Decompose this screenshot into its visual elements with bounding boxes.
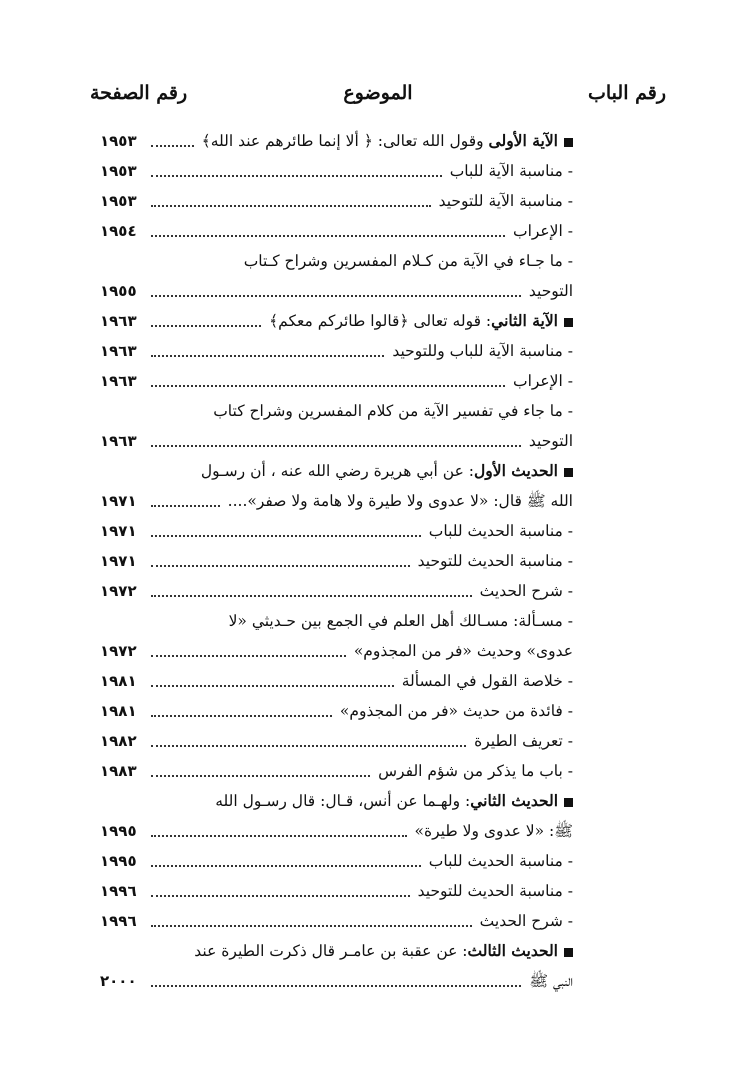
topic-heading: الموضوع [343, 82, 413, 104]
entry-text [513, 366, 573, 396]
toc-entry [100, 846, 573, 876]
page-number: ١٩٩٥ [100, 852, 137, 870]
page-number: ١٩٥٥ [100, 282, 137, 300]
entry-label: - شرح الحديث [479, 912, 573, 930]
entry-text [429, 846, 573, 876]
entry-text [228, 486, 573, 516]
entry-label: - مناسبة الحديث للتوحيد [417, 882, 573, 900]
toc-entry [100, 546, 573, 576]
entry-text [513, 216, 573, 246]
page-number: ١٩٩٦ [100, 912, 137, 930]
page-number-heading: رقم الصفحة [90, 82, 188, 104]
toc-entry [100, 726, 573, 756]
page-number: ١٩٥٣ [100, 132, 137, 150]
entry-label: الله ﷺ قال: «لا عدوى ولا طيرة ولا هامة ولا صفر».... [227, 492, 573, 510]
entry-text [392, 336, 573, 366]
toc-entry [100, 486, 573, 516]
page-number: ١٩٥٣ [100, 192, 137, 210]
entry-text [354, 636, 573, 666]
toc-entry [100, 186, 573, 216]
leader-dots [151, 445, 521, 447]
entry-text [439, 186, 573, 216]
toc-entry [100, 966, 573, 996]
entry-text [201, 456, 573, 486]
toc-entry [100, 246, 573, 276]
entry-text [529, 426, 573, 456]
toc-entry [100, 396, 573, 426]
leader-dots [151, 775, 370, 777]
entry-label: - ما جـاء في الآية من كـلام المفسرين وشراح كـتاب [243, 252, 573, 270]
page-number: ١٩٦٣ [100, 372, 137, 390]
entry-label: - الإعراب [512, 372, 573, 390]
toc-entry [100, 786, 573, 816]
leader-dots [151, 505, 220, 507]
entry-text [415, 816, 573, 846]
toc-entry [100, 876, 573, 906]
entry-label: التوحيد [528, 282, 573, 300]
entry-text [418, 546, 573, 576]
page-number: ١٩٧١ [100, 492, 137, 510]
entry-label: - باب ما يذكر من شؤم الفرس [378, 762, 573, 780]
toc-entry [100, 276, 573, 306]
entry-text [529, 276, 573, 306]
page-number: ١٩٦٣ [100, 312, 137, 330]
leader-dots [151, 355, 384, 357]
page-number: ١٩٩٥ [100, 822, 137, 840]
entry-text [229, 606, 573, 636]
entry-label: عدوى» وحديث «فر من المجذوم» [353, 642, 573, 660]
entry-label: - الإعراب [512, 222, 573, 240]
page-number: ٢٠٠٠ [100, 972, 137, 990]
leader-dots [151, 535, 421, 537]
leader-dots [151, 235, 505, 237]
column-header [0, 82, 756, 112]
entry-label: : قوله تعالى ﴿قالوا طائركم معكم﴾ [269, 312, 492, 330]
toc-entry [100, 636, 573, 666]
toc-entry [100, 456, 573, 486]
toc-entry [100, 306, 573, 336]
toc-entry [100, 666, 573, 696]
entry-text [418, 876, 573, 906]
leader-dots [151, 325, 261, 327]
entry-heading: الحديث الأول [474, 461, 558, 480]
leader-dots [151, 385, 505, 387]
leader-dots [151, 295, 521, 297]
page-number: ١٩٩٦ [100, 882, 137, 900]
page-number: ١٩٧٢ [100, 582, 137, 600]
entry-label: - مناسبة الآية للباب وللتوحيد [392, 342, 573, 360]
entry-label: النبي ﷺ [529, 972, 573, 990]
toc-entry [100, 606, 573, 636]
toc-entry [100, 426, 573, 456]
entry-text [244, 246, 573, 276]
chapter-number-heading: رقم الباب [588, 82, 666, 104]
page-number: ١٩٨٣ [100, 762, 137, 780]
page-number: ١٩٧١ [100, 552, 137, 570]
square-bullet-icon [564, 798, 573, 807]
entry-text [480, 576, 573, 606]
page-number: ١٩٥٤ [100, 222, 137, 240]
toc-entry [100, 516, 573, 546]
entry-text [378, 756, 573, 786]
square-bullet-icon [564, 468, 573, 477]
page-number: ١٩٦٣ [100, 342, 137, 360]
leader-dots [151, 745, 466, 747]
entry-label: - مناسبة الآية للباب [449, 162, 573, 180]
square-bullet-icon [564, 138, 573, 147]
square-bullet-icon [564, 948, 573, 957]
toc-entry [100, 816, 573, 846]
entry-text [202, 126, 573, 156]
entry-label: - فائدة من حديث «فر من المجذوم» [339, 702, 573, 720]
page-number: ١٩٨١ [100, 672, 137, 690]
entry-label: - خلاصة القول في المسألة [401, 672, 573, 690]
entry-label: : عن أبي هريرة رضي الله عنه ، أن رسـول [200, 462, 474, 480]
entry-text [529, 966, 573, 996]
entry-label: - شرح الحديث [479, 582, 573, 600]
entry-label: التوحيد [528, 432, 573, 450]
table-of-contents [100, 126, 573, 996]
toc-entry [100, 216, 573, 246]
leader-dots [151, 715, 332, 717]
toc-entry [100, 576, 573, 606]
leader-dots [151, 835, 407, 837]
entry-text [213, 396, 573, 426]
entry-label: - تعريف الطيرة [474, 732, 573, 750]
leader-dots [151, 145, 194, 147]
entry-text [194, 936, 573, 966]
entry-label: وقول الله تعالى: ﴿ ألا إنما طائرهم عند الله﴾ [201, 132, 489, 150]
entry-heading: الحديث الثالث [467, 941, 558, 960]
entry-text [429, 516, 573, 546]
leader-dots [151, 685, 394, 687]
entry-text [450, 156, 573, 186]
toc-entry [100, 336, 573, 366]
entry-label: - مناسبة الحديث للتوحيد [417, 552, 573, 570]
entry-label: ﷺ: «لا عدوى ولا طيرة» [414, 822, 573, 840]
leader-dots [151, 595, 472, 597]
entry-text [269, 306, 573, 336]
entry-text [480, 906, 573, 936]
leader-dots [151, 175, 442, 177]
page-number: ١٩٨١ [100, 702, 137, 720]
entry-heading: الحديث الثاني [470, 791, 558, 810]
entry-label: - مناسبة الحديث للباب [428, 522, 573, 540]
page-number: ١٩٦٣ [100, 432, 137, 450]
entry-label: : ولهـما عن أنس، قـال: قال رسـول الله [215, 792, 471, 810]
entry-label: - مناسبة الآية للتوحيد [438, 192, 573, 210]
toc-entry [100, 936, 573, 966]
entry-heading: الآية الأولى [488, 131, 558, 150]
toc-entry [100, 906, 573, 936]
entry-label: - مسـألة: مسـالك أهل العلم في الجمع بين حـديثي «لا [228, 612, 573, 630]
toc-entry [100, 126, 573, 156]
page-number: ١٩٧١ [100, 522, 137, 540]
entry-text [340, 696, 573, 726]
leader-dots [151, 655, 346, 657]
toc-entry [100, 756, 573, 786]
page-number: ١٩٥٣ [100, 162, 137, 180]
square-bullet-icon [564, 318, 573, 327]
leader-dots [151, 565, 410, 567]
leader-dots [151, 985, 521, 987]
toc-entry [100, 696, 573, 726]
entry-heading: الآية الثاني [491, 311, 558, 330]
leader-dots [151, 925, 472, 927]
leader-dots [151, 865, 421, 867]
toc-entry [100, 156, 573, 186]
page-number: ١٩٧٢ [100, 642, 137, 660]
leader-dots [151, 205, 431, 207]
page-number: ١٩٨٢ [100, 732, 137, 750]
entry-label: - مناسبة الحديث للباب [428, 852, 573, 870]
leader-dots [151, 895, 410, 897]
entry-text [474, 726, 573, 756]
entry-text [215, 786, 573, 816]
toc-entry [100, 366, 573, 396]
entry-text [402, 666, 573, 696]
entry-label: : عن عقبة بن عامـر قال ذكرت الطيرة عند [194, 942, 468, 960]
entry-label: - ما جاء في تفسير الآية من كلام المفسرين وشراح كتاب [213, 402, 573, 420]
